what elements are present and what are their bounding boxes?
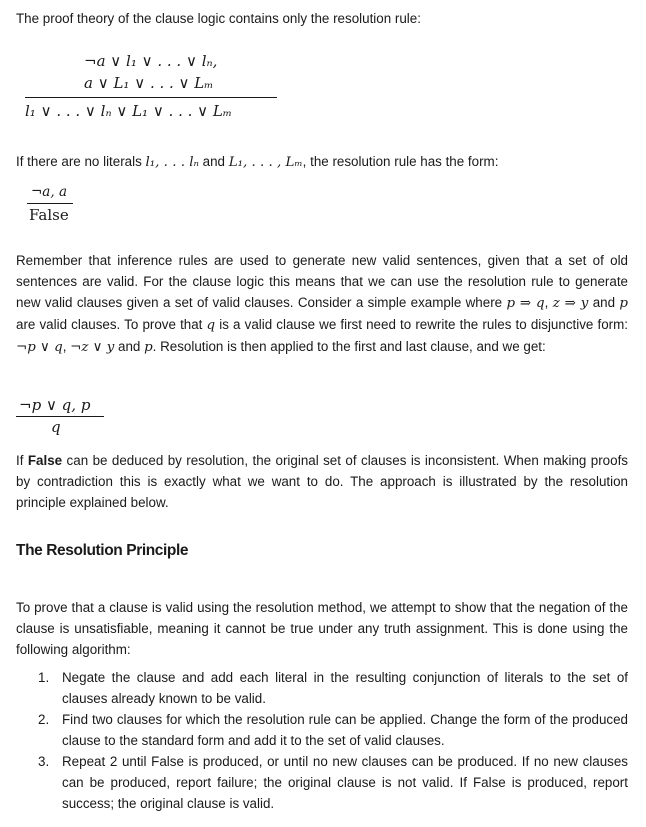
rule-premise-1: ¬a ∨ l₁ ∨ . . . ∨ lₙ,	[84, 52, 218, 70]
remember-text-2: ,	[544, 295, 553, 310]
remember-math-6: ¬z ∨ y	[70, 340, 115, 355]
rule3-inference-line	[16, 416, 104, 417]
no-literals-text-after: , the resolution rule has the form:	[302, 154, 499, 169]
remember-math-3: p	[619, 296, 628, 311]
remember-text-4: are valid clauses. To prove that	[16, 317, 207, 332]
resolution-rule-empty	[0, 184, 200, 234]
algorithm-steps-list	[16, 667, 628, 814]
rule2-conclusion: False	[29, 206, 69, 224]
list-item	[16, 709, 628, 751]
rule-inference-line	[25, 97, 277, 98]
remember-text-3: and	[588, 295, 620, 310]
step-text: Negate the clause and add each literal in the resulting conjunction of literals to the set of clauses already known to be valid.	[62, 670, 628, 706]
no-literals-text	[16, 151, 628, 173]
rule3-premise: ¬p ∨ q, p	[19, 396, 91, 414]
resolution-example-rule	[0, 396, 200, 442]
false-para-text-2: can be deduced by resolution, the original set of clauses is inconsistent. When making proofs by contradiction this is exactly what we want to do. The approach is illustrated by the resolution principle explained below.	[16, 453, 628, 510]
remember-math-1: p ⇒ q	[506, 296, 545, 311]
false-paragraph	[16, 450, 628, 513]
remember-math-2: z ⇒ y	[552, 296, 589, 311]
rule-conclusion: l₁ ∨ . . . ∨ lₙ ∨ L₁ ∨ . . . ∨ Lₘ	[25, 102, 233, 120]
remember-text-7: and	[114, 339, 145, 354]
rule-premise-2: a ∨ L₁ ∨ . . . ∨ Lₘ	[84, 74, 214, 92]
remember-text-5: is a valid clause we first need to rewrite the rules to disjunctive form:	[215, 317, 628, 332]
step-text: Repeat 2 until False is produced, or until no new clauses can be produced. If no new clauses can be produced, report failure; the original clause is not valid. If False is produced, report success; the original clause is valid.	[62, 754, 628, 811]
intro-text: The proof theory of the clause logic contains only the resolution rule:	[16, 11, 421, 26]
principle-paragraph: To prove that a clause is valid using the resolution method, we attempt to show that the negation of the clause is unsatisfiable, meaning it cannot be true under any truth assignment. This is done using the following algorithm:	[16, 600, 628, 657]
remember-text-8: . Resolution is then applied to the first and last clause, and we get:	[152, 339, 546, 354]
remember-text-1: Remember that inference rules are used to generate new valid sentences, given that a set of old sentences are valid. For the clause logic this means that we can use the resolution rule to generate new valid clauses given a set of valid clauses. Consider a simple example where	[16, 253, 628, 310]
remember-math-7: p	[144, 340, 153, 355]
remember-paragraph	[16, 250, 628, 358]
no-literals-text-before: If there are no literals	[16, 154, 146, 169]
section-heading: The Resolution Principle	[16, 542, 189, 559]
resolution-rule-general	[0, 52, 646, 132]
no-literals-math-1: l₁, . . . lₙ	[145, 155, 199, 170]
rule2-premise: ¬a, a	[31, 184, 67, 200]
rule3-conclusion: q	[51, 418, 61, 436]
list-item	[16, 667, 628, 709]
remember-text-6: ,	[62, 339, 71, 354]
step-number: 3.	[38, 754, 50, 769]
no-literals-math-2: L₁, . . . , Lₘ	[228, 155, 303, 170]
rule2-inference-line	[27, 203, 73, 204]
false-para-text-1: If	[16, 453, 28, 468]
list-item	[16, 751, 628, 814]
false-keyword: False	[27, 453, 63, 468]
step-text: Find two clauses for which the resolution rule can be applied. Change the form of the produced clause to the standard form and add it to the set of valid clauses.	[62, 712, 628, 748]
remember-math-5: ¬p ∨ q	[16, 340, 63, 355]
remember-math-4: q	[206, 318, 216, 333]
no-literals-text-mid: and	[198, 154, 229, 169]
step-number: 1.	[38, 670, 50, 685]
step-number: 2.	[38, 712, 50, 727]
